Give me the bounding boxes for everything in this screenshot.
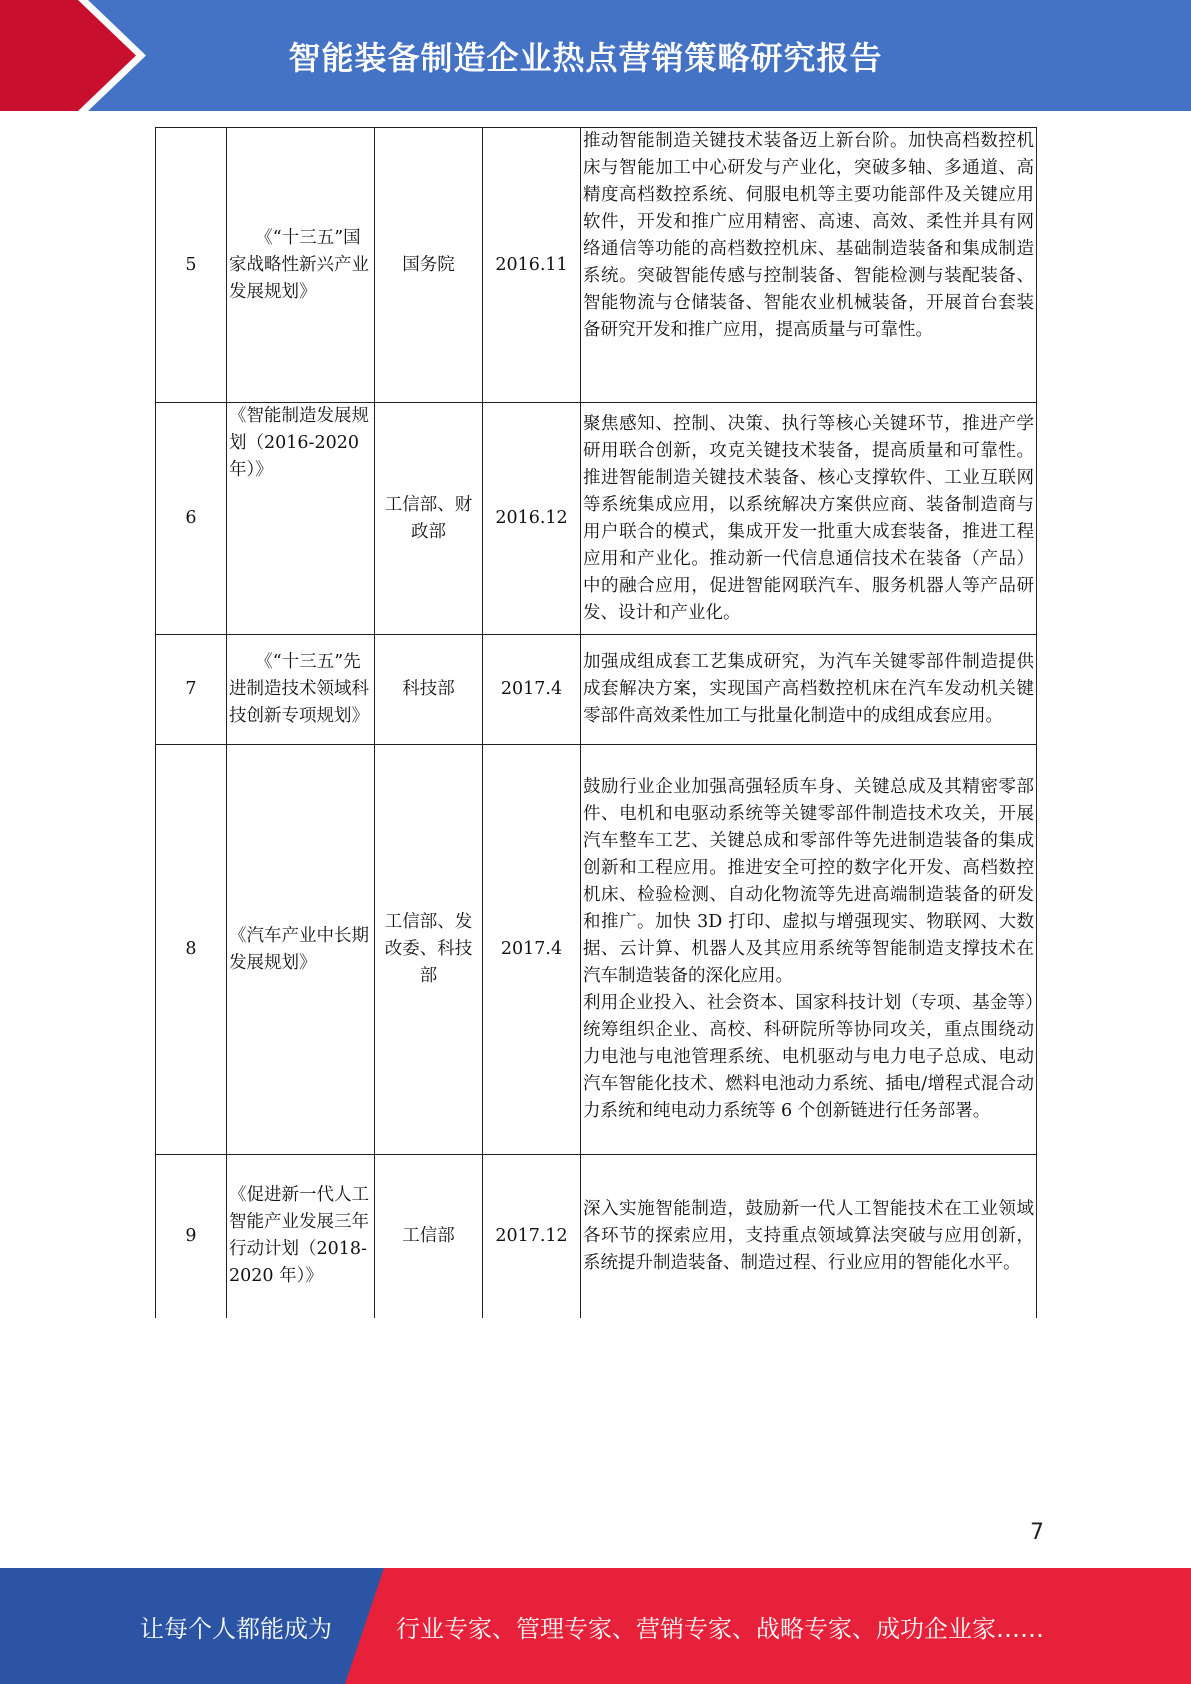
policy-table [155, 127, 1037, 1318]
policy-name-text: 《“十三五”国家战略性新兴产业发展规划》 [229, 227, 369, 302]
issuing-department: 工信部、发改委、科技部 [375, 745, 483, 1155]
row-number: 9 [156, 1155, 227, 1318]
issue-date: 2016.11 [483, 128, 581, 403]
policy-content-paragraph: 聚焦感知、控制、决策、执行等核心关键环节，推进产学研用联合创新，攻克关键技术装备，提高质量和可靠性。推进智能制造关键技术装备、核心支撑软件、工业互联网等系统集成应用，以系统解决方案供应商、装备制造商与用户联合的模式，集成开发一批重大成套装备，推进工程应用和产业化。推动新一代信息通信技术在装备（产品）中的融合应用，促进智能网联汽车、服务机器人等产品研发、设计和产业化。 [583, 413, 1034, 623]
footer-slogan-right: 行业专家、管理专家、营销专家、战略专家、成功企业家…… [396, 1614, 1044, 1643]
policy-content-paragraph: 鼓励行业企业加强高强轻质车身、关键总成及其精密零部件、电机和电驱动系统等关键零部件制造技术攻关，开展汽车整车工艺、关键总成和零部件等先进制造装备的集成创新和工程应用。推进安全可控的数字化开发、高档数控机床、检验检测、自动化物流等先进高端制造装备的研发和推广。加快 3D 打印、虚拟与增强现实、物联网、大数据、云计算、机器人及其应用系统等智能制造支撑技术在汽车制造装备的深化应用。 [583, 777, 1034, 986]
policy-name-text: 《智能制造发展规划（2016-2020 年）》 [229, 406, 369, 480]
policy-content [581, 128, 1037, 403]
issue-date: 2017.12 [483, 1155, 581, 1318]
policy-name [227, 128, 375, 403]
policy-name [227, 1155, 375, 1318]
row-number: 6 [156, 403, 227, 635]
policy-content [581, 635, 1037, 745]
policy-content-paragraph: 深入实施智能制造，鼓励新一代人工智能技术在工业领域各环节的探索应用，支持重点领域算法突破与应用创新，系统提升制造装备、制造过程、行业应用的智能化水平。 [583, 1198, 1034, 1273]
table-row [156, 403, 1037, 635]
row-number: 7 [156, 635, 227, 745]
row-number: 5 [156, 128, 227, 403]
policy-content [581, 745, 1037, 1155]
table-row [156, 745, 1037, 1155]
report-title [120, 0, 1191, 111]
report-title-text: 智能装备制造企业热点营销策略研究报告 [288, 38, 883, 77]
table-row [156, 128, 1037, 403]
footer-band [0, 1568, 1191, 1684]
policy-content [581, 1155, 1037, 1318]
policy-content-paragraph: 利用企业投入、社会资本、国家科技计划（专项、基金等）统筹组织企业、高校、科研院所等协同攻关，重点围绕动力电池与电池管理系统、电机驱动与电力电子总成、电动汽车智能化技术、燃料电池动力系统、插电/增程式混合动力系统和纯电动力系统等 6 个创新链进行任务部署。 [583, 993, 1034, 1121]
policy-name-text: 《汽车产业中长期发展规划》 [229, 925, 369, 973]
policy-name-text: 《促进新一代人工智能产业发展三年行动计划（2018-2020 年）》 [229, 1185, 369, 1287]
header-band [0, 0, 1191, 111]
issue-date: 2016.12 [483, 403, 581, 635]
policy-name [227, 635, 375, 745]
policy-content-paragraph: 加强成组成套工艺集成研究，为汽车关键零部件制造提供成套解决方案，实现国产高档数控机床在汽车发动机关键零部件高效柔性加工与批量化制造中的成组成套应用。 [583, 652, 1034, 726]
row-number: 8 [156, 745, 227, 1155]
policy-content [581, 403, 1037, 635]
page-number: 7 [1030, 1520, 1044, 1545]
footer-slogan-left: 让每个人都能成为 [140, 1614, 332, 1643]
policy-content-paragraph: 推动智能制造关键技术装备迈上新台阶。加快高档数控机床与智能加工中心研发与产业化，突破多轴、多通道、高精度高档数控系统、伺服电机等主要功能部件及关键应用软件，开发和推广应用精密、高速、高效、柔性并具有网络通信等功能的高档数控机床、基础制造装备和集成制造系统。突破智能传感与控制装备、智能检测与装配装备、智能物流与仓储装备、智能农业机械装备，开展首台套装备研究开发和推广应用，提高质量与可靠性。 [583, 131, 1034, 340]
policy-name [227, 403, 375, 635]
policy-name-text: 《“十三五”先进制造技术领域科技创新专项规划》 [229, 652, 369, 726]
table-row [156, 635, 1037, 745]
policy-name [227, 745, 375, 1155]
issuing-department: 科技部 [375, 635, 483, 745]
issuing-department: 工信部 [375, 1155, 483, 1318]
table-row [156, 1155, 1037, 1318]
chevron-fill [0, 0, 136, 111]
issuing-department: 国务院 [375, 128, 483, 403]
issue-date: 2017.4 [483, 635, 581, 745]
issue-date: 2017.4 [483, 745, 581, 1155]
issuing-department: 工信部、财政部 [375, 403, 483, 635]
